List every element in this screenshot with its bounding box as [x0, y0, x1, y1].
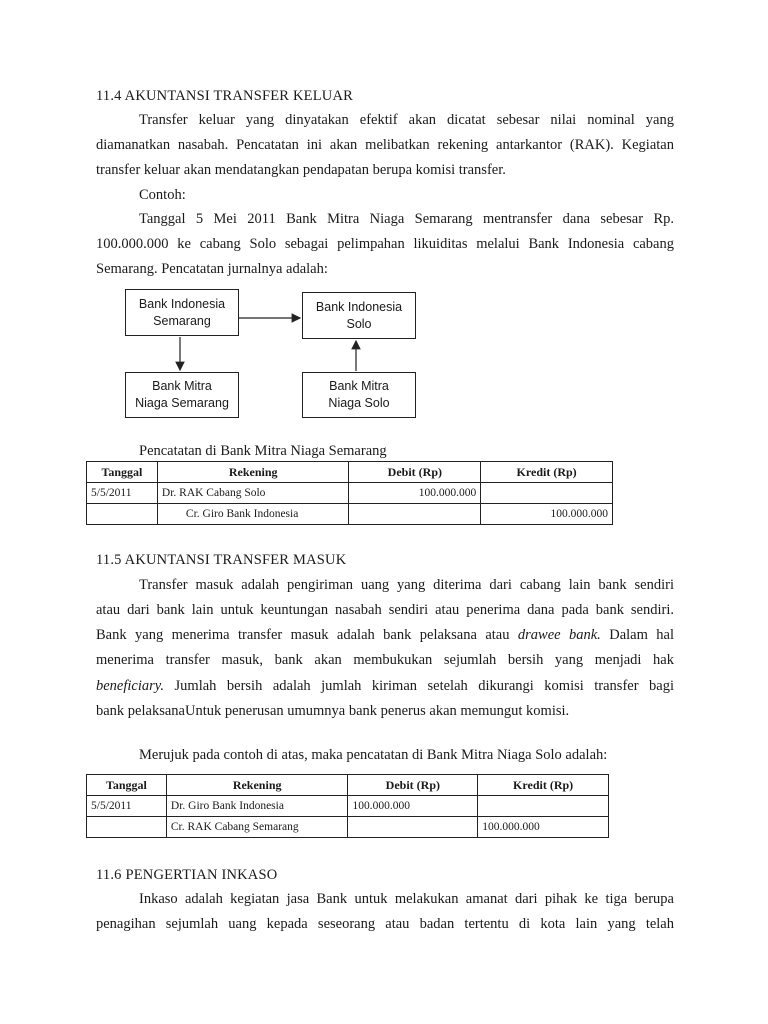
cell-date [87, 817, 167, 838]
s114-contoh: Contoh: [139, 187, 186, 203]
cell-account: Dr. Giro Bank Indonesia [166, 796, 348, 817]
table-row [87, 483, 613, 504]
s115-line3: Bank yang menerima transfer masuk adalah bank pelaksana atau drawee bank. Dalam hal [96, 627, 674, 643]
section-11-6-title: 11.6 PENGERTIAN INKASO [96, 867, 278, 883]
s115-line4: menerima transfer masuk, bank akan membukukan sejumlah bersih yang menjadi hak [96, 652, 674, 668]
table-row [87, 796, 609, 817]
cell-credit [478, 796, 609, 817]
s114-para1-line3: transfer keluar akan mendatangkan pendapatan berupa komisi transfer. [96, 162, 506, 178]
cell-debit [348, 817, 478, 838]
table-row [87, 817, 609, 838]
cell-date: 5/5/2011 [87, 796, 167, 817]
box-bank-mitra-niaga-semarang: Bank Mitra Niaga Semarang [125, 372, 239, 418]
table-row [87, 504, 613, 525]
section-11-5-title: 11.5 AKUNTANSI TRANSFER MASUK [96, 552, 347, 568]
s116-line2: penagihan sejumlah uang kepada seseorang atau badan tertentu di kota lain yang telah [96, 916, 674, 932]
cell-account: Dr. RAK Cabang Solo [157, 483, 349, 504]
col-header-debit: Debit (Rp) [348, 775, 478, 796]
s114-para2-line2: 100.000.000 ke cabang Solo sebagai pelimpahan likuiditas melalui Bank Indonesia cabang [96, 236, 674, 252]
cell-debit: 100.000.000 [348, 796, 478, 817]
cell-credit: 100.000.000 [481, 504, 613, 525]
cell-credit [481, 483, 613, 504]
cell-date: 5/5/2011 [87, 483, 158, 504]
s115-line6: bank pelaksanaUntuk penerusan umumnya bank penerus akan memungut komisi. [96, 703, 570, 719]
cell-debit [349, 504, 481, 525]
section-11-4-title: 11.4 AKUNTANSI TRANSFER KELUAR [96, 88, 353, 104]
table-header-row [87, 775, 609, 796]
cell-account: Cr. Giro Bank Indonesia [157, 504, 349, 525]
col-header-tanggal: Tanggal [87, 462, 158, 483]
s114-para1-line1: Transfer keluar yang dinyatakan efektif akan dicatat sebesar nilai nominal yang [139, 112, 674, 128]
cell-debit: 100.000.000 [349, 483, 481, 504]
col-header-rekening: Rekening [166, 775, 348, 796]
s116-line1: Inkaso adalah kegiatan jasa Bank untuk melakukan amanat dari pihak ke tiga berupa [139, 891, 674, 907]
s114-para2-line1: Tanggal 5 Mei 2011 Bank Mitra Niaga Semarang mentransfer dana sebesar Rp. [139, 211, 674, 227]
table1-caption: Pencatatan di Bank Mitra Niaga Semarang [139, 443, 387, 459]
journal-table-semarang [86, 461, 613, 525]
cell-account: Cr. RAK Cabang Semarang [166, 817, 348, 838]
box-bank-indonesia-semarang: Bank Indonesia Semarang [125, 289, 239, 336]
col-header-rekening: Rekening [157, 462, 349, 483]
col-header-kredit: Kredit (Rp) [481, 462, 613, 483]
s115-merujuk: Merujuk pada contoh di atas, maka pencatatan di Bank Mitra Niaga Solo adalah: [139, 747, 608, 763]
s114-para1-line2: diamanatkan nasabah. Pencatatan ini akan melibatkan rekening antarkantor (RAK). Kegiatan [96, 137, 674, 153]
box-bank-mitra-niaga-solo: Bank Mitra Niaga Solo [302, 372, 416, 418]
s114-para2-line3: Semarang. Pencatatan jurnalnya adalah: [96, 261, 328, 277]
cell-credit: 100.000.000 [478, 817, 609, 838]
journal-table-solo [86, 774, 609, 838]
col-header-tanggal: Tanggal [87, 775, 167, 796]
s115-line5: beneficiary. Jumlah bersih adalah jumlah kiriman setelah dikurangi komisi transfer bagi [96, 678, 674, 694]
cell-date [87, 504, 158, 525]
col-header-kredit: Kredit (Rp) [478, 775, 609, 796]
s115-line2: atau dari bank lain untuk keuntungan nasabah sendiri atau penerima dana pada bank sendiri. [96, 602, 674, 618]
box-bank-indonesia-solo: Bank Indonesia Solo [302, 292, 416, 339]
s115-line1: Transfer masuk adalah pengiriman uang yang diterima dari cabang lain bank sendiri [139, 577, 674, 593]
table-header-row [87, 462, 613, 483]
col-header-debit: Debit (Rp) [349, 462, 481, 483]
